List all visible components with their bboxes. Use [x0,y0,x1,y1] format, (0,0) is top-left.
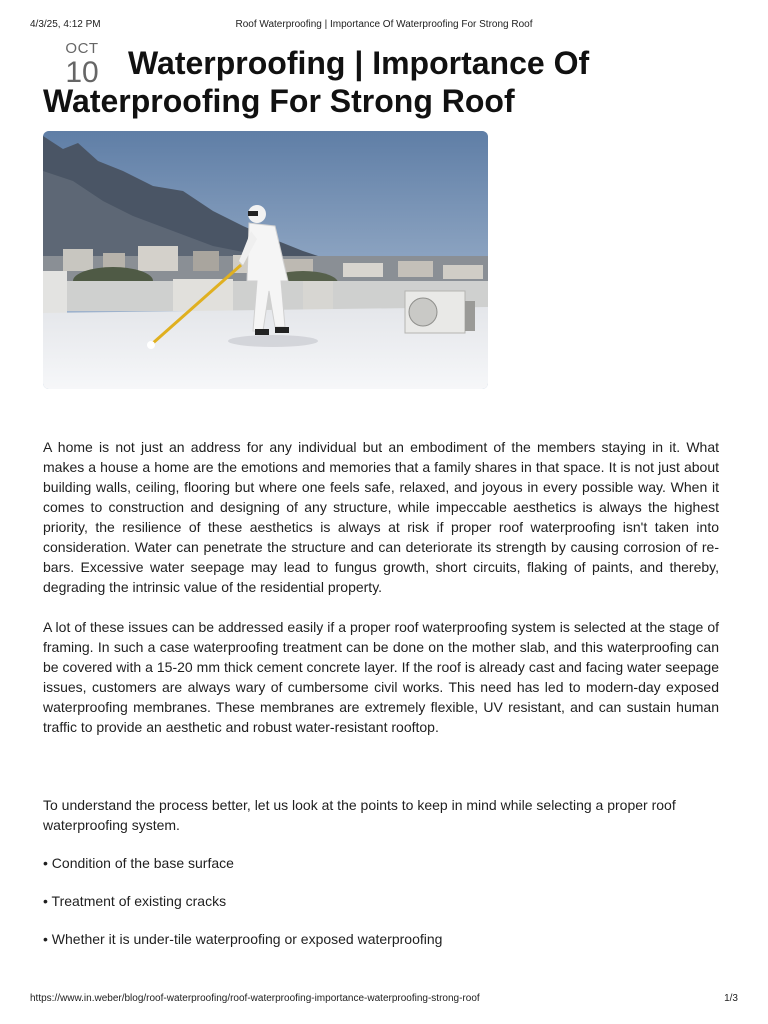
hero-image [43,131,488,389]
bullet-item: • Whether it is under-tile waterproofing or exposed waterproofing [43,931,443,947]
article-body [43,437,719,967]
print-timestamp: 4/3/25, 4:12 PM [30,19,101,30]
page-number: 1/3 [724,993,738,1004]
print-footer [30,993,738,1007]
bullet-item: • Treatment of existing cracks [43,893,227,909]
post-date-day: 10 [65,56,99,89]
post-title: Waterproofing | Importance Of Waterproofing For Strong Roof [43,45,590,119]
bullet-item: • Condition of the base surface [43,855,234,871]
print-url: https://www.in.weber/blog/roof-waterproofing/roof-waterproofing-importance-waterproofing-strong-roof [30,993,480,1004]
paragraph-intro: A home is not just an address for any individual but an embodiment of the members staying in it. What makes a house a home are the emotions and memories that a family shares in that space. It is not just about building walls, ceiling, flooring but where one feels safe, relaxed, and joyous in every possible way. When it comes to construction and designing of any structure, while impeccable aesthetics is always the highest priority, the resilience of these aesthetics is always at risk if proper roof waterproofing isn't taken into consideration. Water can penetrate the structure and can deteriorate its strength by causing corrosion of re-bars. Excessive water seepage may lead to fungus growth, short circuits, flaking of paints, and thereby, degrading the intrinsic value of the residential property. [43,439,719,595]
paragraph-process: To understand the process better, let us look at the points to keep in mind while selecting a proper roof waterproofing system. [43,797,676,833]
print-header [30,19,738,33]
paragraph-solutions: A lot of these issues can be addressed easily if a proper roof waterproofing system is selected at the stage of framing. In such a case waterproofing treatment can be done on the mother slab, and this waterproofing can be covered with a 15-20 mm thick cement concrete layer. If the roof is already cast and facing water seepage issues, customers are always wary of cumbersome civil works. This need has led to modern-day exposed waterproofing membranes. These membranes are extremely flexible, UV resistant, and can sustain human traffic to provide an aesthetic and robust water-resistant rooftop. [43,619,719,735]
print-document-title: Roof Waterproofing | Importance Of Waterproofing For Strong Roof [235,19,533,30]
post-date-month: OCT [65,40,99,57]
